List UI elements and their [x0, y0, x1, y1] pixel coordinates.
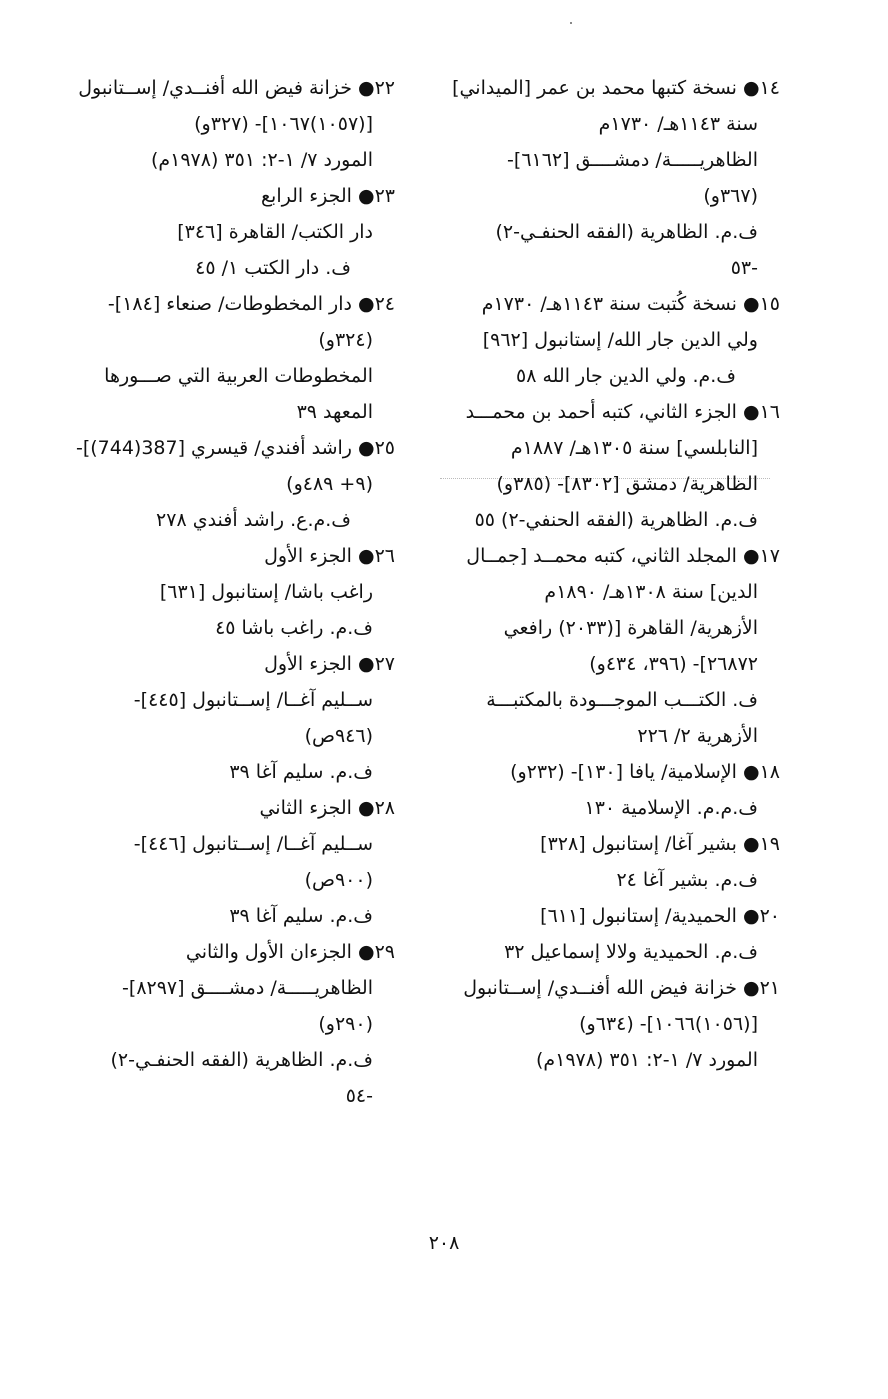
catalog-entry — [440, 754, 780, 826]
entry-line: المورد ٧/ ١-٢: ٣٥١ (١٩٧٨م) — [535, 1049, 758, 1071]
entry-heading: ٢٦● الجزء الأول — [264, 545, 395, 567]
entry-heading: ٢٩● الجزءان الأول والثاني — [185, 941, 395, 963]
entry-line: ٢٦٨٧٢]- (٣٩٦، ٤٣٤و) — [589, 653, 758, 675]
catalog-entry — [440, 538, 780, 754]
entry-line: ولي الدين جار الله/ إستانبول [٩٦٢] — [482, 329, 758, 351]
entry-line: (٩٠٠ص) — [304, 869, 373, 891]
entry-heading: ٢٣● الجزء الرابع — [260, 185, 395, 207]
catalog-entry — [440, 970, 780, 1078]
entry-line: [النابلسي] سنة ١٣٠٥هـ/ ١٨٨٧م — [510, 437, 758, 459]
entry-line: ف.م. الظاهرية (الفقه الحنفـي-٢) — [110, 1049, 373, 1071]
entry-line: [(١٠٥٦)١٠٦٦]- (٦٣٤و) — [579, 1013, 758, 1035]
entry-heading: ١٥● نسخة كُتبت سنة ١١٤٣هـ/ ١٧٣٠م — [481, 293, 780, 315]
entry-line: ف.م. ولي الدين جار الله ٥٨ — [515, 365, 736, 387]
right-column — [440, 70, 780, 1078]
page-number: ٢٠٨ — [428, 1232, 460, 1254]
entry-heading: ٢٠● الحميدية/ إستانبول [٦١١] — [540, 905, 780, 927]
entry-line: الظاهريـــــة/ دمشــــق [٨٢٩٧]- — [122, 977, 373, 999]
entry-line: ف. الكتـــب الموجـــودة بالمكتبـــة — [486, 689, 758, 711]
entry-line: -٥٤ — [345, 1085, 373, 1107]
entry-line: المخطوطات العربية التي صـــورها — [104, 365, 373, 387]
entry-heading: ٢٨● الجزء الثاني — [259, 797, 395, 819]
entry-heading: ٢٢● خزانة فيض الله أفنــدي/ إســتانبول — [78, 77, 395, 99]
entry-line: راغب باشا/ إستانبول [٦٣١] — [159, 581, 373, 603]
entry-line: المورد ٧/ ١-٢: ٣٥١ (١٩٧٨م) — [150, 149, 373, 171]
entry-line: -٥٣ — [730, 257, 758, 279]
entry-line: ف.م.م. الإسلامية ١٣٠ — [584, 797, 758, 819]
entry-line: ف.م. الظاهرية (الفقه الحنفي-٢) ٥٥ — [474, 509, 758, 531]
entry-line: ف.م. راغب باشا ٤٥ — [215, 617, 373, 639]
entry-line: [(١٠٥٧)١٠٦٧]- (٣٢٧و) — [194, 113, 373, 135]
entry-heading: ٢٥● راشد أفندي/ قيسري [387(744)]- — [75, 437, 395, 459]
entry-line: (٩+ ٤٨٩و) — [286, 473, 373, 495]
entry-line: ف.م.ع. راشد أفندي ٢٧٨ — [156, 509, 351, 531]
entry-heading: ١٧● المجلد الثاني، كتبه محمــد [جمــال — [466, 545, 780, 567]
entry-heading: ٢٤● دار المخطوطات/ صنعاء [١٨٤]- — [107, 293, 395, 315]
catalog-entry — [440, 826, 780, 898]
entry-line: ف.م. الحميدية ولالا إسماعيل ٣٢ — [504, 941, 758, 963]
entry-line: ســليم آغــا/ إســتانبول [٤٤٥]- — [133, 689, 373, 711]
entry-line: ف.م. الظاهرية (الفقه الحنفـي-٢) — [495, 221, 758, 243]
catalog-entry — [55, 286, 395, 430]
entry-line: ف.م. بشير آغا ٢٤ — [616, 869, 758, 891]
entry-line: الأزهرية ٢/ ٢٢٦ — [637, 725, 758, 747]
entry-line: ف.م. سليم آغا ٣٩ — [229, 761, 373, 783]
catalog-entry — [440, 70, 780, 286]
entry-line: سنة ١١٤٣هـ/ ١٧٣٠م — [598, 113, 758, 135]
entry-heading: ١٨● الإسلامية/ يافا [١٣٠]- (٢٣٢و) — [510, 761, 780, 783]
entry-line: ف.م. سليم آغا ٣٩ — [229, 905, 373, 927]
entry-heading: ١٦● الجزء الثاني، كتبه أحمد بن محمـــد — [465, 401, 780, 423]
entry-heading: ٢٧● الجزء الأول — [264, 653, 395, 675]
catalog-entry — [440, 898, 780, 970]
entry-heading: ٢١● خزانة فيض الله أفنــدي/ إســتانبول — [463, 977, 780, 999]
catalog-entry — [55, 934, 395, 1114]
catalog-entry — [55, 790, 395, 934]
left-column — [55, 70, 395, 1114]
entry-heading: ١٤● نسخة كتبها محمد بن عمر [الميداني] — [452, 77, 780, 99]
entry-line: المعهد ٣٩ — [296, 401, 373, 423]
entry-line: ســليم آغــا/ إســتانبول [٤٤٦]- — [133, 833, 373, 855]
entry-line: ف. دار الكتب ١/ ٤٥ — [195, 257, 351, 279]
entry-line: (٩٤٦ص) — [304, 725, 373, 747]
catalog-entry — [440, 394, 780, 538]
entry-heading: ١٩● بشير آغا/ إستانبول [٣٢٨] — [540, 833, 780, 855]
catalog-entry — [55, 538, 395, 646]
entry-line: (٣٢٤و) — [318, 329, 373, 351]
scan-speck — [570, 22, 572, 24]
catalog-entry — [55, 178, 395, 286]
entry-line: الأزهرية/ القاهرة [(٢٠٣٣) رافعي — [503, 617, 758, 639]
entry-line: الظاهرية/ دمشق [٨٣٠٢]- (٣٨٥و) — [496, 473, 758, 495]
entry-line: (٢٩٠و) — [318, 1013, 373, 1035]
entry-line: الظاهريـــــة/ دمشــــق [٦١٦٢]- — [507, 149, 758, 171]
catalog-entry — [55, 70, 395, 178]
catalog-entry — [55, 430, 395, 538]
entry-line: الدين] سنة ١٣٠٨هـ/ ١٨٩٠م — [544, 581, 758, 603]
catalog-entry — [55, 646, 395, 790]
catalog-entry — [440, 286, 780, 394]
entry-line: دار الكتب/ القاهرة [٣٤٦] — [177, 221, 373, 243]
entry-line: (٣٦٧و) — [703, 185, 758, 207]
